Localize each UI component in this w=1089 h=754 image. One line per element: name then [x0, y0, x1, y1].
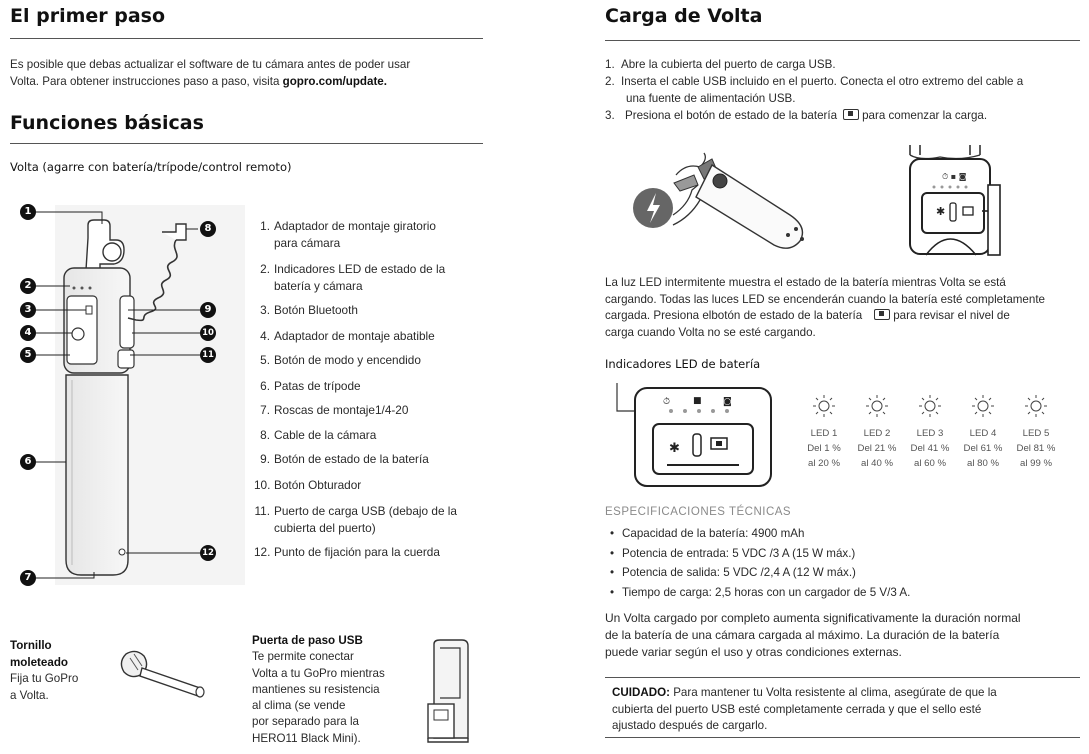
usb-door-caption [252, 633, 412, 747]
callout-4: 4 [20, 325, 36, 341]
usb-door-icon [420, 638, 480, 748]
spec-item: • Tiempo de carga: 2,5 horas con un cargador de 5 V/3 A. [610, 585, 911, 599]
svg-text:■: ■ [693, 396, 702, 406]
mount-knob [103, 243, 121, 261]
callout-6: 6 [20, 454, 36, 470]
legend-item-9: 9. Botón de estado de la batería [260, 452, 429, 466]
led-1-label: LED 1 Del 1 % al 20 % [807, 428, 841, 469]
step-2: 2. Inserta el cable USB incluido en el puerto. Conecta el otro extremo del cable a [605, 75, 1024, 88]
intro-line-1: Es posible que debas actualizar el software de tu cámara antes de poder usar [10, 58, 411, 71]
legend-item-4: 4. Adaptador de montaje abatible [260, 329, 435, 343]
section-title-basics: Funciones básicas [10, 112, 204, 134]
screw-caption [10, 638, 110, 704]
callout-3: 3 [20, 302, 36, 318]
usb-door-title: Puerta de paso USB [252, 634, 363, 647]
screw-title-2: moleteado [10, 655, 68, 669]
step-1: 1. Abre la cubierta del puerto de carga USB. [605, 58, 836, 71]
led-5-label: LED 5 Del 81 % al 99 % [1016, 428, 1056, 469]
led-paragraph: La luz LED intermitente muestra el estado de la batería mientras Volta se está cargando. Todas las luces LED se encenderán cuando la batería esté completamente cargada. Presiona elbotón de estado de la batería para revisar el nivel de carga cuando Volta no se esté cargando. [605, 276, 1045, 339]
flip-mount [120, 296, 134, 348]
specs-title: ESPECIFICACIONES TÉCNICAS [605, 506, 792, 518]
usb-door-line: Volta a tu GoPro mientras [252, 666, 385, 680]
update-link[interactable]: gopro.com/update. [282, 75, 387, 88]
caution-bottom-rule [605, 737, 1080, 738]
callout-11: 11 [200, 347, 216, 363]
callout-8: 8 [200, 221, 216, 237]
caution-label: CUIDADO: [612, 686, 670, 699]
usb-door-line: HERO11 Black Mini). [252, 731, 361, 745]
screw-title-1: Tornillo [10, 639, 52, 652]
charging-illustration [620, 145, 1080, 260]
svg-text:✱: ✱ [669, 441, 680, 456]
legend-item-7: 7. Roscas de montaje1/4-20 [260, 403, 409, 417]
mode-button [72, 328, 84, 340]
battery-button [86, 306, 92, 314]
caution-top-rule [605, 677, 1080, 678]
legend-item-12: 12. Punto de fijación para la cuerda [254, 545, 440, 559]
legend-item-6: 6. Patas de trípode [260, 379, 361, 393]
product-subtitle: Volta (agarre con batería/trípode/control remoto) [10, 160, 292, 174]
usb-cover [118, 350, 134, 368]
led-3-label: LED 3 Del 41 % al 60 % [910, 428, 950, 469]
thumb-screw-icon [118, 646, 213, 706]
spec-item: • Potencia de entrada: 5 VDC /3 A (15 W máx.) [610, 546, 856, 560]
callout-10: 10 [200, 325, 216, 341]
screw-body-1: Fija tu GoPro [10, 672, 79, 685]
screw-body-2: a Volta. [10, 688, 49, 702]
spec-item: • Potencia de salida: 5 VDC /2,4 A (12 W máx.) [610, 566, 856, 579]
legend-item-11: 11. Puerto de carga USB (debajo de la cubierta del puerto) [254, 504, 457, 535]
divider [605, 40, 1080, 41]
usb-door-line: Te permite conectar [252, 650, 354, 664]
charging-steps [605, 56, 1085, 124]
step-3: 3. Presiona el botón de estado de la batería para comenzar la carga. [605, 109, 988, 122]
led-sun-icons [812, 393, 1052, 419]
legend-item-8: 8. Cable de la cámara [260, 428, 377, 442]
section-title-first-step: El primer paso [10, 5, 166, 27]
battery-button-icon [843, 109, 859, 120]
legend-item-1: 1. Adaptador de montaje giratorio para cámara [260, 219, 436, 250]
caution-note: CUIDADO: Para mantener tu Volta resistente al clima, asegúrate de que la cubierta del puerto USB esté completamente cerrada y que el sello esté ajustado después de cargarlo. [612, 686, 997, 732]
legend-item-3: 3. Botón Bluetooth [260, 303, 358, 317]
usb-door-line: mantienes su resistencia [252, 682, 380, 696]
callout-7: 7 [20, 570, 36, 586]
legend-item-2: 2. Indicadores LED de estado de la batería y cámara [260, 262, 446, 293]
led-indicators-title: Indicadores LED de batería [605, 357, 761, 371]
usb-door-line: al clima (se vende [252, 699, 346, 713]
battery-button-icon [874, 309, 890, 320]
svg-text:⏱ ▪ ◙: ⏱ ▪ ◙ [942, 172, 967, 181]
grip-body [66, 375, 128, 575]
led-panel-illustration [615, 378, 775, 486]
svg-text:◙: ◙ [723, 397, 732, 407]
callout-12: 12 [200, 545, 216, 561]
volta-diagram [0, 0, 260, 600]
callout-2: 2 [20, 278, 36, 294]
specs-list [610, 524, 910, 602]
callout-9: 9 [200, 302, 216, 318]
callout-1: 1 [20, 204, 36, 220]
spec-item: • Capacidad de la batería: 4900 mAh [610, 527, 805, 540]
legend-item-10: 10. Botón Obturador [254, 478, 362, 492]
svg-text:✱: ✱ [936, 205, 946, 218]
usb-door-line: por separado para la [252, 715, 359, 729]
led-2-label: LED 2 Del 21 % al 40 % [857, 428, 897, 469]
callout-5: 5 [20, 347, 36, 363]
closing-paragraph: Un Volta cargado por completo aumenta significativamente la duración normal de la batería de una cámara cargada al máximo. La duración de la batería puede variar según el uso y otras condiciones externas. [605, 611, 1021, 659]
led-4-label: LED 4 Del 61 % al 80 % [963, 428, 1003, 469]
intro-line-2: Volta. Para obtener instrucciones paso a paso, visita [10, 75, 283, 88]
legend-item-5: 5. Botón de modo y encendido [260, 353, 421, 367]
step-2-cont: una fuente de alimentación USB. [626, 92, 796, 105]
svg-text:⏱: ⏱ [663, 397, 671, 407]
section-title-charging: Carga de Volta [605, 5, 763, 27]
